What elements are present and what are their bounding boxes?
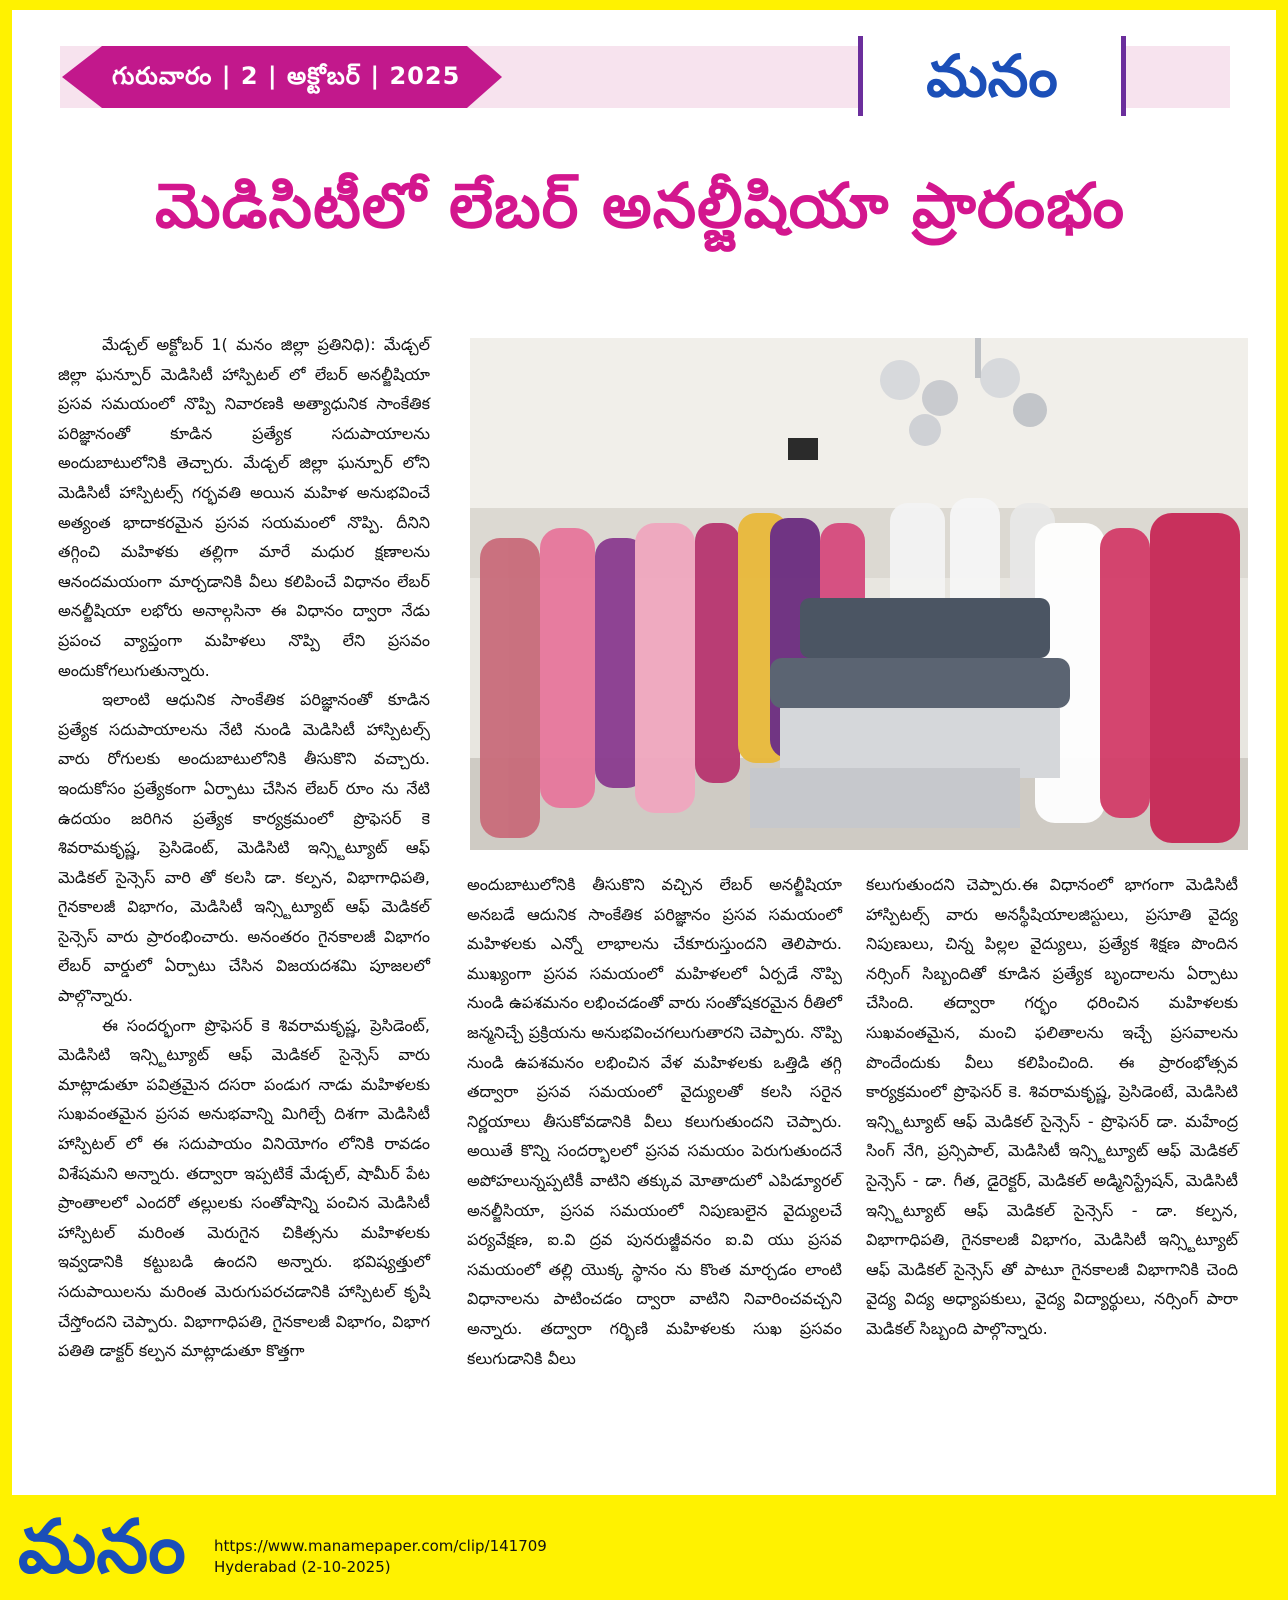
clip-url[interactable]: https://www.manamepaper.com/clip/141709: [214, 1537, 547, 1555]
article-photo: [470, 338, 1248, 850]
footer-logo: మనం: [18, 1504, 186, 1590]
article-headline: మెడిసిటీలో లేబర్ అనల్జీషియా ప్రారంభం: [154, 169, 1126, 242]
article-paragraph: మేడ్చల్ అక్టోబర్ 1( మనం జిల్లా ప్రతినిధి): మేడ్చల్ జిల్లా ఘన్పూర్ మెడిసిటీ హాస్పిటల్ లో లేబర్ అనల్జీషియా ప్రసవ సమయంలో నొప్పి నివారణకి అత్యాధునిక సాంకేతిక పరిజ్ఞానంతో కూడిన ప్రత్యేక సదుపాయాలను అందుబాటులోనికి తెచ్చారు. మేడ్చల్ జిల్లా ఘన్పూర్ లోని మెడిసిటీ హాస్పిటల్స్ గర్భవతి అయిన మహిళ అనుభవించే అత్యంత భాదాకరమైన ప్రసవ సయమంలో నొప్పి. దీనిని తగ్గించి మహిళకు తల్లిగా మారే మధుర క్షణాలను ఆనందమయంగా మార్చడానికి వీలు కలిపించే విధానం లేబర్ అనల్జీషియా లభోరు అనాల్గసినా ఈ విధానం ద్వారా నేడు ప్రపంచ వ్యాప్తంగా మహిళలు నొప్పి లేని ప్రసవం అందుకోగలుగుతున్నారు.: [58, 335, 430, 680]
article-paragraph: అందుబాటులోనికి తీసుకొని వచ్చిన లేబర్ అనల్జీషియా అనబడే ఆదునిక సాంకేతిక పరిజ్ఞానం ప్రసవ సమయంలో మహిళలకు ఎన్నో లాభాలను చేకూరుస్తుందని తెలిపారు. ముఖ్యంగా ప్రసవ సమయంలో మహిళలలో ఏర్పడే నొప్పి నుండి ఉపశమనం లభించడంతో వారు సంతోషకరమైన రీతిలో జన్మనిచ్చే ప్రక్రియను అనుభవించగలుగుతారని చెప్పారు. నొప్పి నుండి ఉపశమనం లభించిన వేళ మహిళలకు ఒత్తిడి తగ్గి తద్వారా ప్రసవ సమయంలో వైద్యులతో కలసి సరైన నిర్ణయాలు తీసుకోవడానికి వీలు కలుగుతుందని చెప్పారు. అయితే కొన్ని సందర్భాలలో ప్రసవ సమయం పెరుగుతుందనే అపోహలున్నప్పటికీ వాటిని తక్కువ మోతాదులో ఎపిడ్యూరల్ అనల్జీసియా, ప్రసవ సమయంలో నిపుణులైన వైద్యులచే పర్యవేక్షణ, ఐ.వి ద్రవ పునరుజ్జీవనం ఐ.వి యు ప్రసవ సమయంలో తల్లి యొక్క స్థానం ను కొంత మార్చడం లాంటి విధానాలను పాటించడం ద్వారా వాటిని నివారించవచ్చని అన్నారు. తద్వారా గర్భిణి మహిళలకు సుఖ ప్రసవం కలుగుడానికి వీలు: [467, 875, 842, 1368]
article-paragraph: ఈ సందర్భంగా ప్రొఫెసర్ కె శివరామకృష్ణ, ప్రెసిడెంట్, మెడిసిటి ఇన్స్టిట్యూట్ ఆఫ్ మెడికల్ సైన్సెస్ వారు మాట్లాడుతూ పవిత్రమైన దసరా పండుగ నాడు మహిళలకు సుఖవంతమైన ప్రసవ అనుభవాన్ని మిగిల్చే దిశగా మెడిసిటీ హాస్పిటల్ లో ఈ సదుపాయం వినియోగం లోనికి రావడం విశేషమని అన్నారు. తద్వారా ఇప్పటికే మేడ్చల్, షామీర్ పేట ప్రాంతాలలో ఎందరో తల్లులకు సంతోషాన్ని పంచిన మెడిసిటీ హాస్పిటల్ మరింత మెరుగైన చికిత్సను మహిళలకు ఇవ్వడానికి కట్టుబడి ఉందని అన్నారు. భవిష్యత్తులో సదుపాయిలను మరింత మెరుగుపరచడానికి హాస్పిటల్ కృషి చేస్తోందని చెప్పారు. విభాగాధిపతి, గైనకాలజీ విభాగం, విభాగ పతితి డాక్టర్ కల్పన మాట్లాడుతూ కొత్తగా: [58, 1015, 430, 1361]
masthead-logo-text: మనం: [926, 42, 1058, 110]
article-paragraph: కలుగుతుందని చెప్పారు.ఈ విధానంలో భాగంగా మెడిసిటీ హాస్పిటల్స్ వారు అనస్థీషియాలజిస్టులు, ప్రసూతి వైద్య నిపుణులు, చిన్న పిల్లల వైద్యులు, ప్రత్యేక శిక్షణ పొందిన నర్సింగ్ సిబ్బందితో కూడిన ప్రత్యేక బృందాలను ఏర్పాటు చేసింది. తద్వారా గర్భం ధరించిన మహిళలకు సుఖవంతమైన, మంచి ఫలితాలను ఇచ్చే ప్రసవాలను పొందేందుకు వీలు కలిపించింది. ఈ ప్రారంభోత్సవ కార్యక్రమంలో ప్రొఫెసర్ కె. శివరామకృష్ణ, ప్రెసిడెంటే, మెడిసిటి ఇన్స్టిట్యూట్ ఆఫ్ మెడికల్ సైన్సెస్ - ప్రొఫెసర్ డా. మహేంద్ర సింగ్ నేగి, ప్రన్సిపాల్, మెడిసిటీ ఇన్స్టిట్యూట్ ఆఫ్ మెడికల్ సైన్సెస్ - డా. గీత, డైరెక్టర్, మెడికల్ అడ్మినిస్ట్రేషన్, మెడిసిటీ ఇన్స్టిట్యూట్ ఆఫ్ మెడికల్ సైన్సెస్ - డా. కల్పన, విభాగాధిపతి, గైనకాలజీ విభాగం, మెడిసిటీ ఇన్స్టిట్యూట్ ఆఫ్ మెడికల్ సైన్సెస్ తో పాటూ గైనకాలజీ విభాగానికి చెంది వైద్య విద్య అధ్యాపకులు, వైద్య విద్యార్థులు, నర్సింగ్ పారా మెడికల్ సిబ్బంది పాల్గొన్నారు.: [866, 875, 1238, 1338]
article-paragraph: ఇలాంటి ఆధునిక సాంకేతిక పరిజ్ఞానంతో కూడిన ప్రత్యేక సదుపాయాలను నేటి నుండి మెడిసిటీ హాస్పిటల్స్ వారు రోగులకు అందుబాటులోనికి తీసుకొని వచ్చారు. ఇందుకోసం ప్రత్యేకంగా ఏర్పాటు చేసిన లేబర్ రూం ను నేటి ఉదయం జరిగిన ప్రత్యేక కార్యక్రమంలో ప్రొఫెసర్ కె శివరామకృష్ణ, ప్రెసిడెంట్, మెడిసిటి ఇన్స్టిట్యూట్ ఆఫ్ మెడికల్ సైన్సెస్ వారి తో కలసి డా. కల్పన, విభాగాధిపతి, గైనకాలజీ విభాగం, మెడిసిటీ ఇన్స్టిట్యూట్ ఆఫ్ మెడికల్ సైన్సెస్ వారు ప్రారంభించారు. అనంతరం గైనకాలజీ విభాగం లేబర్ వార్డులో ఏర్పాటు చేసిన విజయదశమి పూజలలో పాల్గొన్నారు.: [58, 690, 430, 1006]
issue-date: గురువారం | 2 | అక్టోబర్ | 2025: [112, 62, 461, 90]
edition-date: Hyderabad (2-10-2025): [214, 1558, 391, 1576]
article-column-2: [467, 870, 842, 1373]
article-column-1: [58, 330, 430, 1366]
article-column-3: [866, 870, 1238, 1344]
masthead-logo: [858, 36, 1126, 116]
group-photo-labor-room: [470, 338, 1248, 850]
